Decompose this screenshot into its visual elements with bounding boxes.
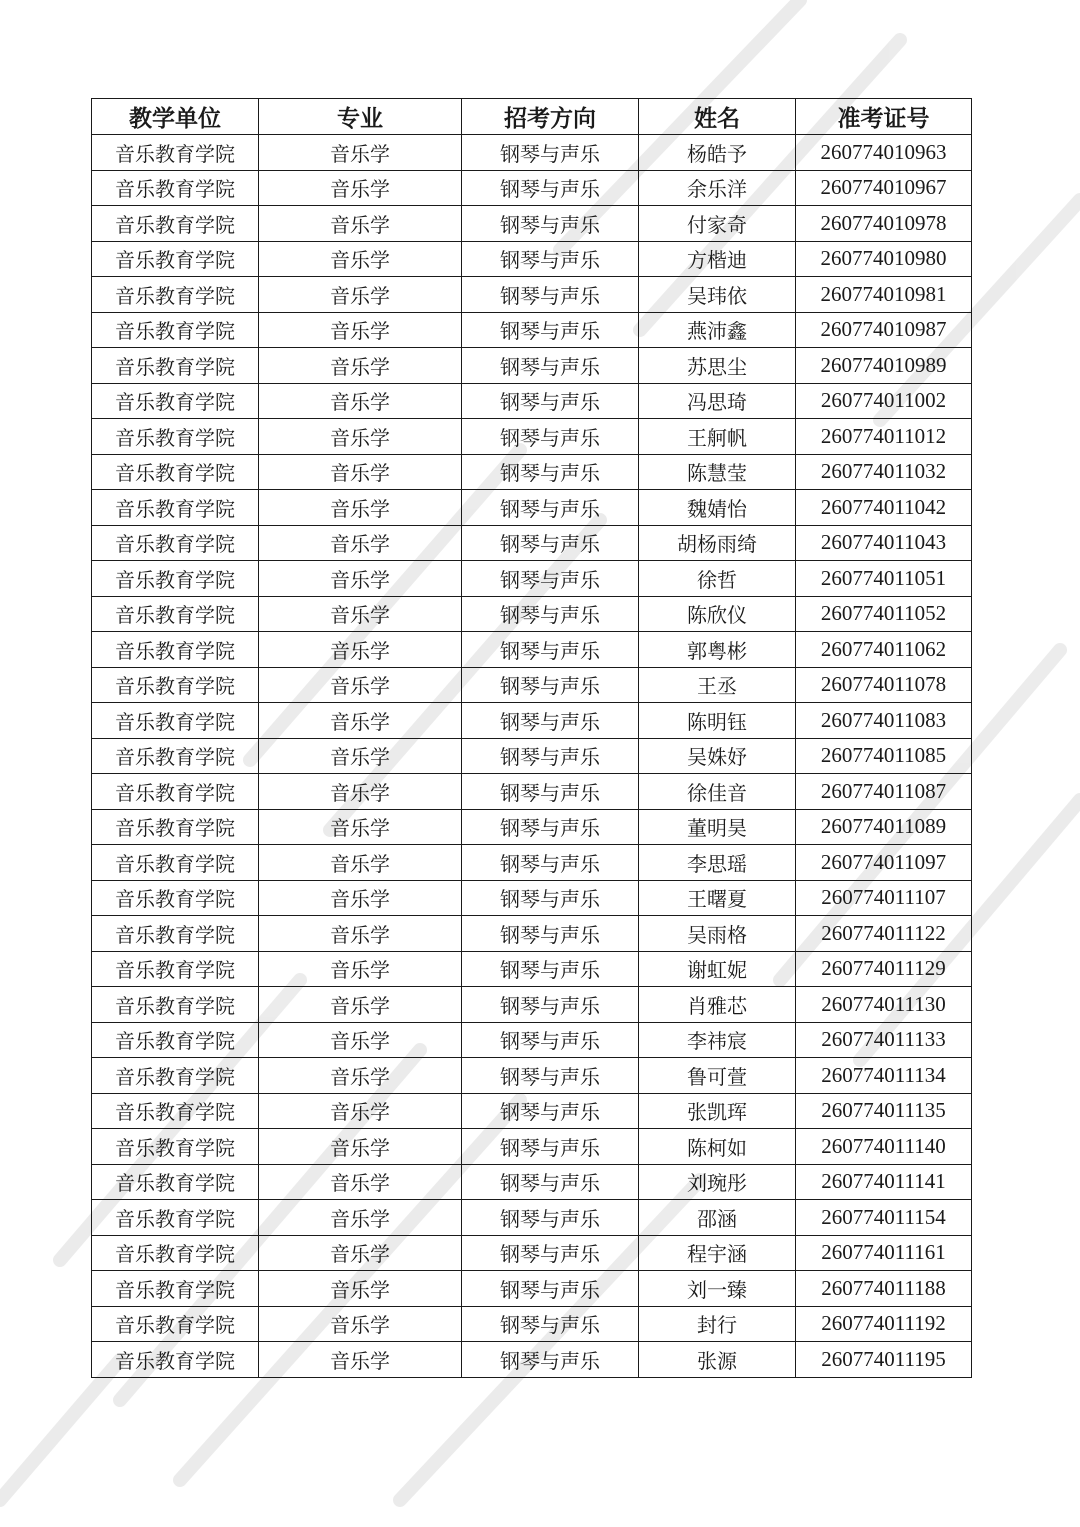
table-row (92, 525, 972, 561)
table-row (92, 809, 972, 845)
cell-admission-ticket-number: 260774011122 (796, 916, 972, 952)
cell-student-name: 徐哲 (639, 561, 796, 597)
cell-major: 音乐学 (259, 632, 462, 668)
table-row (92, 1200, 972, 1236)
cell-teaching-unit: 音乐教育学院 (92, 809, 259, 845)
cell-teaching-unit: 音乐教育学院 (92, 348, 259, 384)
cell-student-name: 方楷迪 (639, 241, 796, 277)
table-row (92, 206, 972, 242)
table-row (92, 880, 972, 916)
cell-major: 音乐学 (259, 1271, 462, 1307)
cell-major: 音乐学 (259, 383, 462, 419)
table-row (92, 348, 972, 384)
cell-student-name: 董明昊 (639, 809, 796, 845)
cell-exam-direction: 钢琴与声乐 (462, 525, 639, 561)
cell-exam-direction: 钢琴与声乐 (462, 951, 639, 987)
table-row (92, 1235, 972, 1271)
cell-exam-direction: 钢琴与声乐 (462, 987, 639, 1023)
cell-teaching-unit: 音乐教育学院 (92, 135, 259, 171)
cell-major: 音乐学 (259, 525, 462, 561)
table-row (92, 1306, 972, 1342)
table-row (92, 135, 972, 171)
cell-teaching-unit: 音乐教育学院 (92, 703, 259, 739)
cell-admission-ticket-number: 260774011133 (796, 1022, 972, 1058)
cell-admission-ticket-number: 260774011130 (796, 987, 972, 1023)
cell-student-name: 陈慧莹 (639, 454, 796, 490)
cell-major: 音乐学 (259, 419, 462, 455)
table-row (92, 738, 972, 774)
cell-major: 音乐学 (259, 135, 462, 171)
cell-exam-direction: 钢琴与声乐 (462, 383, 639, 419)
cell-exam-direction: 钢琴与声乐 (462, 1164, 639, 1200)
cell-exam-direction: 钢琴与声乐 (462, 1129, 639, 1165)
cell-admission-ticket-number: 260774011097 (796, 845, 972, 881)
table-row (92, 419, 972, 455)
cell-student-name: 王舸帆 (639, 419, 796, 455)
cell-student-name: 陈明钰 (639, 703, 796, 739)
cell-student-name: 魏婧怡 (639, 490, 796, 526)
cell-student-name: 燕沛鑫 (639, 312, 796, 348)
cell-teaching-unit: 音乐教育学院 (92, 1306, 259, 1342)
cell-student-name: 杨皓予 (639, 135, 796, 171)
table-row (92, 632, 972, 668)
cell-admission-ticket-number: 260774011002 (796, 383, 972, 419)
cell-exam-direction: 钢琴与声乐 (462, 419, 639, 455)
cell-teaching-unit: 音乐教育学院 (92, 738, 259, 774)
table-row (92, 1022, 972, 1058)
cell-major: 音乐学 (259, 561, 462, 597)
table-row (92, 170, 972, 206)
cell-teaching-unit: 音乐教育学院 (92, 312, 259, 348)
table-row (92, 277, 972, 313)
cell-major: 音乐学 (259, 738, 462, 774)
cell-exam-direction: 钢琴与声乐 (462, 206, 639, 242)
cell-student-name: 吴姝妤 (639, 738, 796, 774)
cell-major: 音乐学 (259, 312, 462, 348)
table-row (92, 1271, 972, 1307)
cell-admission-ticket-number: 260774011043 (796, 525, 972, 561)
header-admission-ticket-number: 准考证号 (796, 99, 972, 135)
header-name: 姓名 (639, 99, 796, 135)
cell-exam-direction: 钢琴与声乐 (462, 1093, 639, 1129)
cell-major: 音乐学 (259, 170, 462, 206)
cell-admission-ticket-number: 260774011051 (796, 561, 972, 597)
cell-teaching-unit: 音乐教育学院 (92, 1093, 259, 1129)
cell-teaching-unit: 音乐教育学院 (92, 774, 259, 810)
table-row (92, 454, 972, 490)
cell-teaching-unit: 音乐教育学院 (92, 845, 259, 881)
cell-exam-direction: 钢琴与声乐 (462, 703, 639, 739)
cell-exam-direction: 钢琴与声乐 (462, 170, 639, 206)
cell-teaching-unit: 音乐教育学院 (92, 277, 259, 313)
cell-major: 音乐学 (259, 348, 462, 384)
cell-teaching-unit: 音乐教育学院 (92, 951, 259, 987)
table-row (92, 312, 972, 348)
cell-teaching-unit: 音乐教育学院 (92, 1200, 259, 1236)
table-row (92, 916, 972, 952)
header-exam-direction: 招考方向 (462, 99, 639, 135)
cell-teaching-unit: 音乐教育学院 (92, 383, 259, 419)
cell-student-name: 张源 (639, 1342, 796, 1378)
table-row (92, 951, 972, 987)
table-row (92, 703, 972, 739)
cell-major: 音乐学 (259, 596, 462, 632)
table-row (92, 383, 972, 419)
cell-major: 音乐学 (259, 1306, 462, 1342)
cell-teaching-unit: 音乐教育学院 (92, 1164, 259, 1200)
table-header-row (92, 99, 972, 135)
cell-major: 音乐学 (259, 1200, 462, 1236)
cell-teaching-unit: 音乐教育学院 (92, 525, 259, 561)
cell-admission-ticket-number: 260774010981 (796, 277, 972, 313)
table-row (92, 1164, 972, 1200)
cell-exam-direction: 钢琴与声乐 (462, 277, 639, 313)
cell-admission-ticket-number: 260774011154 (796, 1200, 972, 1236)
cell-exam-direction: 钢琴与声乐 (462, 880, 639, 916)
cell-student-name: 刘一臻 (639, 1271, 796, 1307)
cell-student-name: 陈柯如 (639, 1129, 796, 1165)
cell-student-name: 余乐洋 (639, 170, 796, 206)
header-major: 专业 (259, 99, 462, 135)
cell-admission-ticket-number: 260774011129 (796, 951, 972, 987)
cell-exam-direction: 钢琴与声乐 (462, 774, 639, 810)
cell-exam-direction: 钢琴与声乐 (462, 667, 639, 703)
cell-major: 音乐学 (259, 1164, 462, 1200)
cell-admission-ticket-number: 260774011161 (796, 1235, 972, 1271)
table-row (92, 774, 972, 810)
cell-major: 音乐学 (259, 490, 462, 526)
cell-teaching-unit: 音乐教育学院 (92, 916, 259, 952)
cell-major: 音乐学 (259, 774, 462, 810)
cell-exam-direction: 钢琴与声乐 (462, 1235, 639, 1271)
cell-teaching-unit: 音乐教育学院 (92, 454, 259, 490)
cell-admission-ticket-number: 260774011134 (796, 1058, 972, 1094)
table-body (92, 135, 972, 1378)
cell-student-name: 徐佳音 (639, 774, 796, 810)
cell-exam-direction: 钢琴与声乐 (462, 241, 639, 277)
cell-teaching-unit: 音乐教育学院 (92, 170, 259, 206)
cell-student-name: 苏思尘 (639, 348, 796, 384)
cell-admission-ticket-number: 260774011192 (796, 1306, 972, 1342)
cell-exam-direction: 钢琴与声乐 (462, 561, 639, 597)
cell-exam-direction: 钢琴与声乐 (462, 1271, 639, 1307)
cell-admission-ticket-number: 260774011012 (796, 419, 972, 455)
cell-student-name: 冯思琦 (639, 383, 796, 419)
cell-major: 音乐学 (259, 1235, 462, 1271)
cell-student-name: 李祎宸 (639, 1022, 796, 1058)
cell-teaching-unit: 音乐教育学院 (92, 880, 259, 916)
cell-admission-ticket-number: 260774011089 (796, 809, 972, 845)
cell-major: 音乐学 (259, 1342, 462, 1378)
cell-student-name: 吴玮依 (639, 277, 796, 313)
header-teaching-unit: 教学单位 (92, 99, 259, 135)
cell-admission-ticket-number: 260774010978 (796, 206, 972, 242)
cell-teaching-unit: 音乐教育学院 (92, 241, 259, 277)
cell-admission-ticket-number: 260774011085 (796, 738, 972, 774)
cell-student-name: 李思瑶 (639, 845, 796, 881)
table-row (92, 561, 972, 597)
cell-student-name: 吴雨格 (639, 916, 796, 952)
cell-exam-direction: 钢琴与声乐 (462, 1058, 639, 1094)
cell-major: 音乐学 (259, 1058, 462, 1094)
cell-teaching-unit: 音乐教育学院 (92, 596, 259, 632)
table-row (92, 987, 972, 1023)
cell-teaching-unit: 音乐教育学院 (92, 632, 259, 668)
cell-exam-direction: 钢琴与声乐 (462, 632, 639, 668)
cell-teaching-unit: 音乐教育学院 (92, 419, 259, 455)
cell-exam-direction: 钢琴与声乐 (462, 1200, 639, 1236)
table-row (92, 490, 972, 526)
cell-exam-direction: 钢琴与声乐 (462, 916, 639, 952)
cell-teaching-unit: 音乐教育学院 (92, 1129, 259, 1165)
cell-admission-ticket-number: 260774011083 (796, 703, 972, 739)
cell-teaching-unit: 音乐教育学院 (92, 987, 259, 1023)
cell-teaching-unit: 音乐教育学院 (92, 667, 259, 703)
cell-major: 音乐学 (259, 916, 462, 952)
cell-student-name: 陈欣仪 (639, 596, 796, 632)
cell-student-name: 王曙夏 (639, 880, 796, 916)
cell-student-name: 刘琬彤 (639, 1164, 796, 1200)
cell-major: 音乐学 (259, 987, 462, 1023)
cell-student-name: 谢虹妮 (639, 951, 796, 987)
cell-major: 音乐学 (259, 880, 462, 916)
cell-admission-ticket-number: 260774011140 (796, 1129, 972, 1165)
cell-major: 音乐学 (259, 454, 462, 490)
cell-admission-ticket-number: 260774010987 (796, 312, 972, 348)
cell-admission-ticket-number: 260774011107 (796, 880, 972, 916)
table-row (92, 1129, 972, 1165)
table-row (92, 1093, 972, 1129)
cell-exam-direction: 钢琴与声乐 (462, 596, 639, 632)
cell-student-name: 胡杨雨绮 (639, 525, 796, 561)
cell-exam-direction: 钢琴与声乐 (462, 135, 639, 171)
cell-admission-ticket-number: 260774011195 (796, 1342, 972, 1378)
cell-teaching-unit: 音乐教育学院 (92, 1342, 259, 1378)
table-row (92, 241, 972, 277)
cell-student-name: 封行 (639, 1306, 796, 1342)
cell-exam-direction: 钢琴与声乐 (462, 1306, 639, 1342)
cell-student-name: 肖雅芯 (639, 987, 796, 1023)
cell-student-name: 鲁可萱 (639, 1058, 796, 1094)
table-row (92, 845, 972, 881)
cell-student-name: 程宇涵 (639, 1235, 796, 1271)
cell-teaching-unit: 音乐教育学院 (92, 1058, 259, 1094)
cell-exam-direction: 钢琴与声乐 (462, 809, 639, 845)
cell-exam-direction: 钢琴与声乐 (462, 1342, 639, 1378)
cell-major: 音乐学 (259, 1129, 462, 1165)
cell-exam-direction: 钢琴与声乐 (462, 348, 639, 384)
cell-admission-ticket-number: 260774011188 (796, 1271, 972, 1307)
cell-exam-direction: 钢琴与声乐 (462, 1022, 639, 1058)
cell-student-name: 付家奇 (639, 206, 796, 242)
cell-admission-ticket-number: 260774011078 (796, 667, 972, 703)
admission-roster-table (91, 98, 972, 1378)
cell-teaching-unit: 音乐教育学院 (92, 1271, 259, 1307)
cell-major: 音乐学 (259, 703, 462, 739)
cell-teaching-unit: 音乐教育学院 (92, 561, 259, 597)
table-row (92, 667, 972, 703)
cell-admission-ticket-number: 260774011052 (796, 596, 972, 632)
cell-major: 音乐学 (259, 206, 462, 242)
cell-admission-ticket-number: 260774011032 (796, 454, 972, 490)
cell-admission-ticket-number: 260774011042 (796, 490, 972, 526)
cell-teaching-unit: 音乐教育学院 (92, 206, 259, 242)
cell-admission-ticket-number: 260774011062 (796, 632, 972, 668)
cell-student-name: 王丞 (639, 667, 796, 703)
cell-exam-direction: 钢琴与声乐 (462, 454, 639, 490)
cell-student-name: 张凯珲 (639, 1093, 796, 1129)
cell-exam-direction: 钢琴与声乐 (462, 845, 639, 881)
cell-exam-direction: 钢琴与声乐 (462, 490, 639, 526)
cell-major: 音乐学 (259, 845, 462, 881)
table-row (92, 596, 972, 632)
cell-admission-ticket-number: 260774011135 (796, 1093, 972, 1129)
cell-teaching-unit: 音乐教育学院 (92, 1022, 259, 1058)
cell-major: 音乐学 (259, 809, 462, 845)
cell-major: 音乐学 (259, 277, 462, 313)
cell-exam-direction: 钢琴与声乐 (462, 738, 639, 774)
cell-major: 音乐学 (259, 1093, 462, 1129)
cell-admission-ticket-number: 260774011087 (796, 774, 972, 810)
cell-major: 音乐学 (259, 951, 462, 987)
cell-admission-ticket-number: 260774011141 (796, 1164, 972, 1200)
cell-admission-ticket-number: 260774010980 (796, 241, 972, 277)
cell-admission-ticket-number: 260774010967 (796, 170, 972, 206)
table-row (92, 1342, 972, 1378)
cell-major: 音乐学 (259, 667, 462, 703)
cell-teaching-unit: 音乐教育学院 (92, 1235, 259, 1271)
cell-major: 音乐学 (259, 1022, 462, 1058)
cell-student-name: 郭粤彬 (639, 632, 796, 668)
cell-admission-ticket-number: 260774010963 (796, 135, 972, 171)
table-row (92, 1058, 972, 1094)
cell-exam-direction: 钢琴与声乐 (462, 312, 639, 348)
cell-admission-ticket-number: 260774010989 (796, 348, 972, 384)
cell-teaching-unit: 音乐教育学院 (92, 490, 259, 526)
cell-major: 音乐学 (259, 241, 462, 277)
cell-student-name: 邵涵 (639, 1200, 796, 1236)
